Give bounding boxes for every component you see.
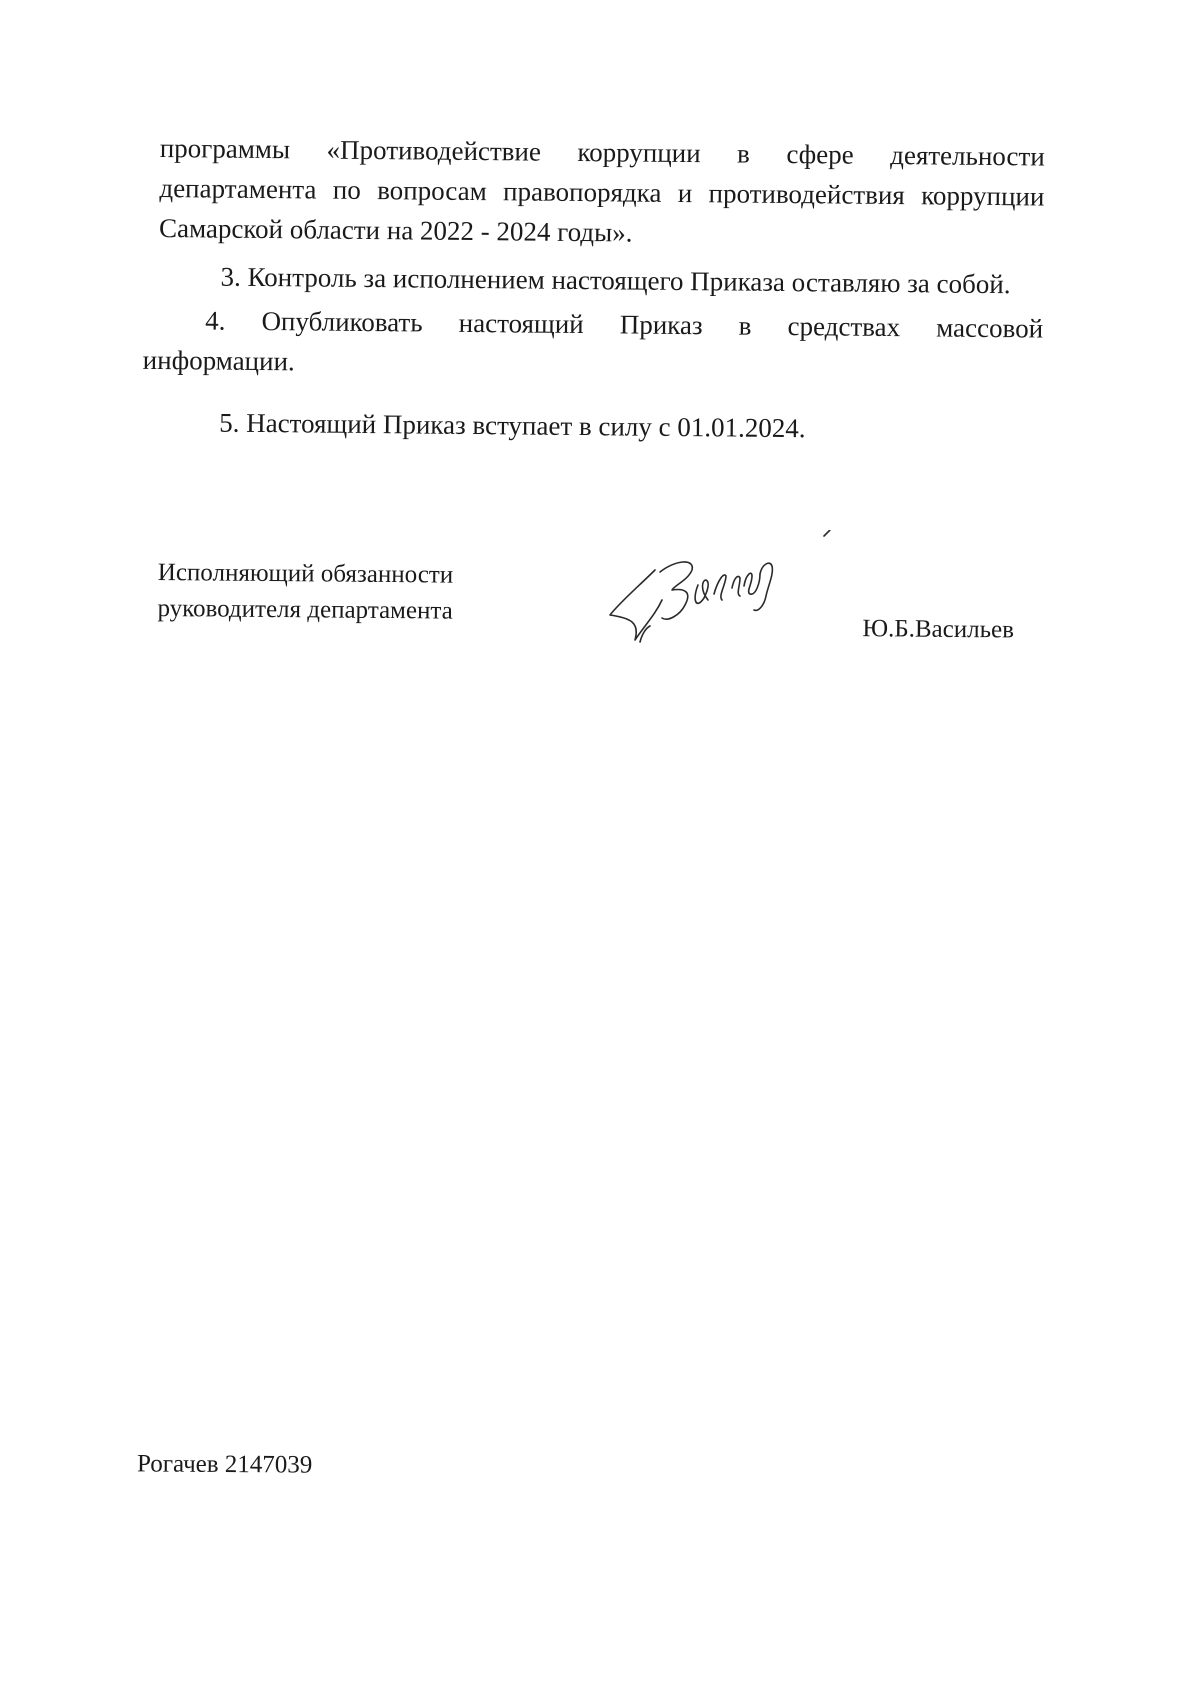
- paragraph-program-name: программы «Противодействие коррупции в сфере деятельности департамента по вопросам правопорядка и противодействия коррупции Самарской области на 2022 - 2024 годы».: [158, 132, 1045, 248]
- signer-position: [157, 555, 453, 630]
- signer-position-line-1: Исполняющий обязанности: [157, 558, 454, 589]
- document-body: [142, 128, 1045, 450]
- signer-name: Ю.Б.Васильев: [862, 615, 1015, 644]
- handwritten-signature: [600, 530, 840, 655]
- paragraph-item-4: [143, 300, 1044, 389]
- paragraph-item-4-line-2: информации.: [142, 344, 295, 377]
- signature-block: [157, 555, 1038, 683]
- paragraph-item-4-line-1: 4. Опубликовать настоящий Приказ в средствах массовой: [205, 305, 1044, 344]
- executor-contact: Рогачев 2147039: [136, 1450, 313, 1479]
- paragraph-item-3: 3. Контроль за исполнением настоящего Приказа оставляю за собой.: [220, 261, 1011, 300]
- paragraph-item-5: 5. Настоящий Приказ вступает в силу с 01.01.2024.: [219, 407, 806, 444]
- signer-position-line-2: руководителя департамента: [157, 594, 453, 625]
